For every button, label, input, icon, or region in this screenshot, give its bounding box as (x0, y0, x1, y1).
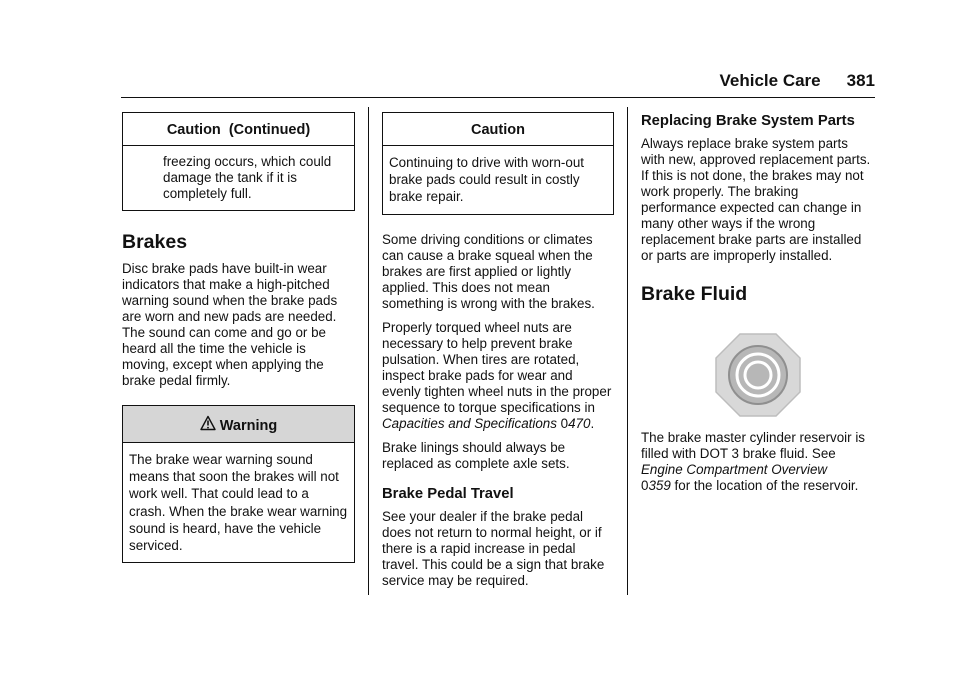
column-divider-2 (627, 107, 628, 595)
column-1 (122, 112, 355, 563)
warning-header (123, 406, 354, 443)
caution-title: Caution (383, 113, 613, 146)
brakes-heading: Brakes (122, 231, 188, 253)
brake-fluid-text: The brake master cylinder reservoir is filled with DOT 3 brake fluid. See (641, 430, 865, 461)
brake-pedal-paragraph: See your dealer if the brake pedal does not return to normal height, or if there is a rapid increase in pedal travel. This could be a sign that brake service may be required. (382, 508, 605, 588)
brake-fluid-heading: Brake Fluid (641, 283, 748, 305)
linings-paragraph: Brake linings should always be replaced as complete axle sets. (382, 439, 570, 471)
engine-compartment-link[interactable]: Engine Compartment Overview (641, 462, 828, 477)
page-header (700, 71, 875, 91)
column-3 (641, 112, 875, 494)
wheel-nuts-paragraph: Properly torqued wheel nuts are necessary to help prevent brake pulsation. When tires are rotated, inspect brake pads for wear and evenly tighten wheel nuts in the proper sequence to torque specifications in Capacities and Specifications 0470. (382, 319, 612, 431)
caution-continued-body: freezing occurs, which could damage the tank if it is completely full. (163, 154, 332, 201)
warning-title: Warning (219, 418, 278, 434)
capacities-page-link[interactable]: 470 (568, 415, 591, 431)
caution-continued-title: Caution (Continued) (123, 113, 354, 146)
wheel-nuts-text: Properly torqued wheel nuts are necessary to help prevent brake pulsation. When tires are rotated, inspect brake pads for wear and evenly tighten wheel nuts in the proper sequence to torque specifications in (382, 319, 612, 415)
caution-continued-box (122, 112, 355, 211)
brake-fluid-cap-icon (715, 333, 801, 417)
page-number: 381 (846, 71, 875, 90)
section-title: Vehicle Care (719, 71, 821, 90)
warning-body: The brake wear warning sound means that soon the brakes will not work well. That could lead to a crash. When the brake wear warning sound is heard, have the vehicle serviced. (129, 452, 348, 554)
warning-triangle-icon (200, 415, 216, 435)
replacing-parts-heading: Replacing Brake System Parts (641, 113, 855, 129)
column-divider-1 (368, 107, 369, 595)
brake-fluid-text-end: for the location of the reservoir. (674, 478, 859, 493)
column-2 (382, 112, 614, 589)
capacities-specifications-link[interactable]: Capacities and Specifications (382, 415, 557, 431)
replacing-parts-paragraph: Always replace brake system parts with new, approved replacement parts. If this is not done, the brakes may not work properly. The braking performance expected can change in many other ways if the wrong replacement brake parts are installed or parts are improperly installed. (641, 136, 871, 263)
page-ref-icon: 0 (560, 415, 569, 431)
caution-box (382, 112, 614, 215)
header-rule (121, 97, 875, 98)
brakes-paragraph: Disc brake pads have built-in wear indicators that make a high-pitched warning sound when the brake pads are worn and new pads are needed. The sound can come and go or be heard all the time the vehicle is moving, except when applying the brake pedal firmly. (122, 261, 338, 388)
caution-body: Continuing to drive with worn-out brake pads could result in costly brake repair. (389, 155, 585, 205)
brake-pedal-travel-heading: Brake Pedal Travel (382, 485, 514, 502)
engine-compartment-page-link[interactable]: 359 (648, 478, 671, 493)
squeal-paragraph: Some driving conditions or climates can cause a brake squeal when the brakes are first applied or lightly applied. This does not mean something is wrong with the brakes. (382, 231, 595, 311)
warning-box (122, 405, 355, 563)
brake-fluid-paragraph (641, 430, 875, 494)
page-ref-icon: 0 (641, 478, 649, 493)
